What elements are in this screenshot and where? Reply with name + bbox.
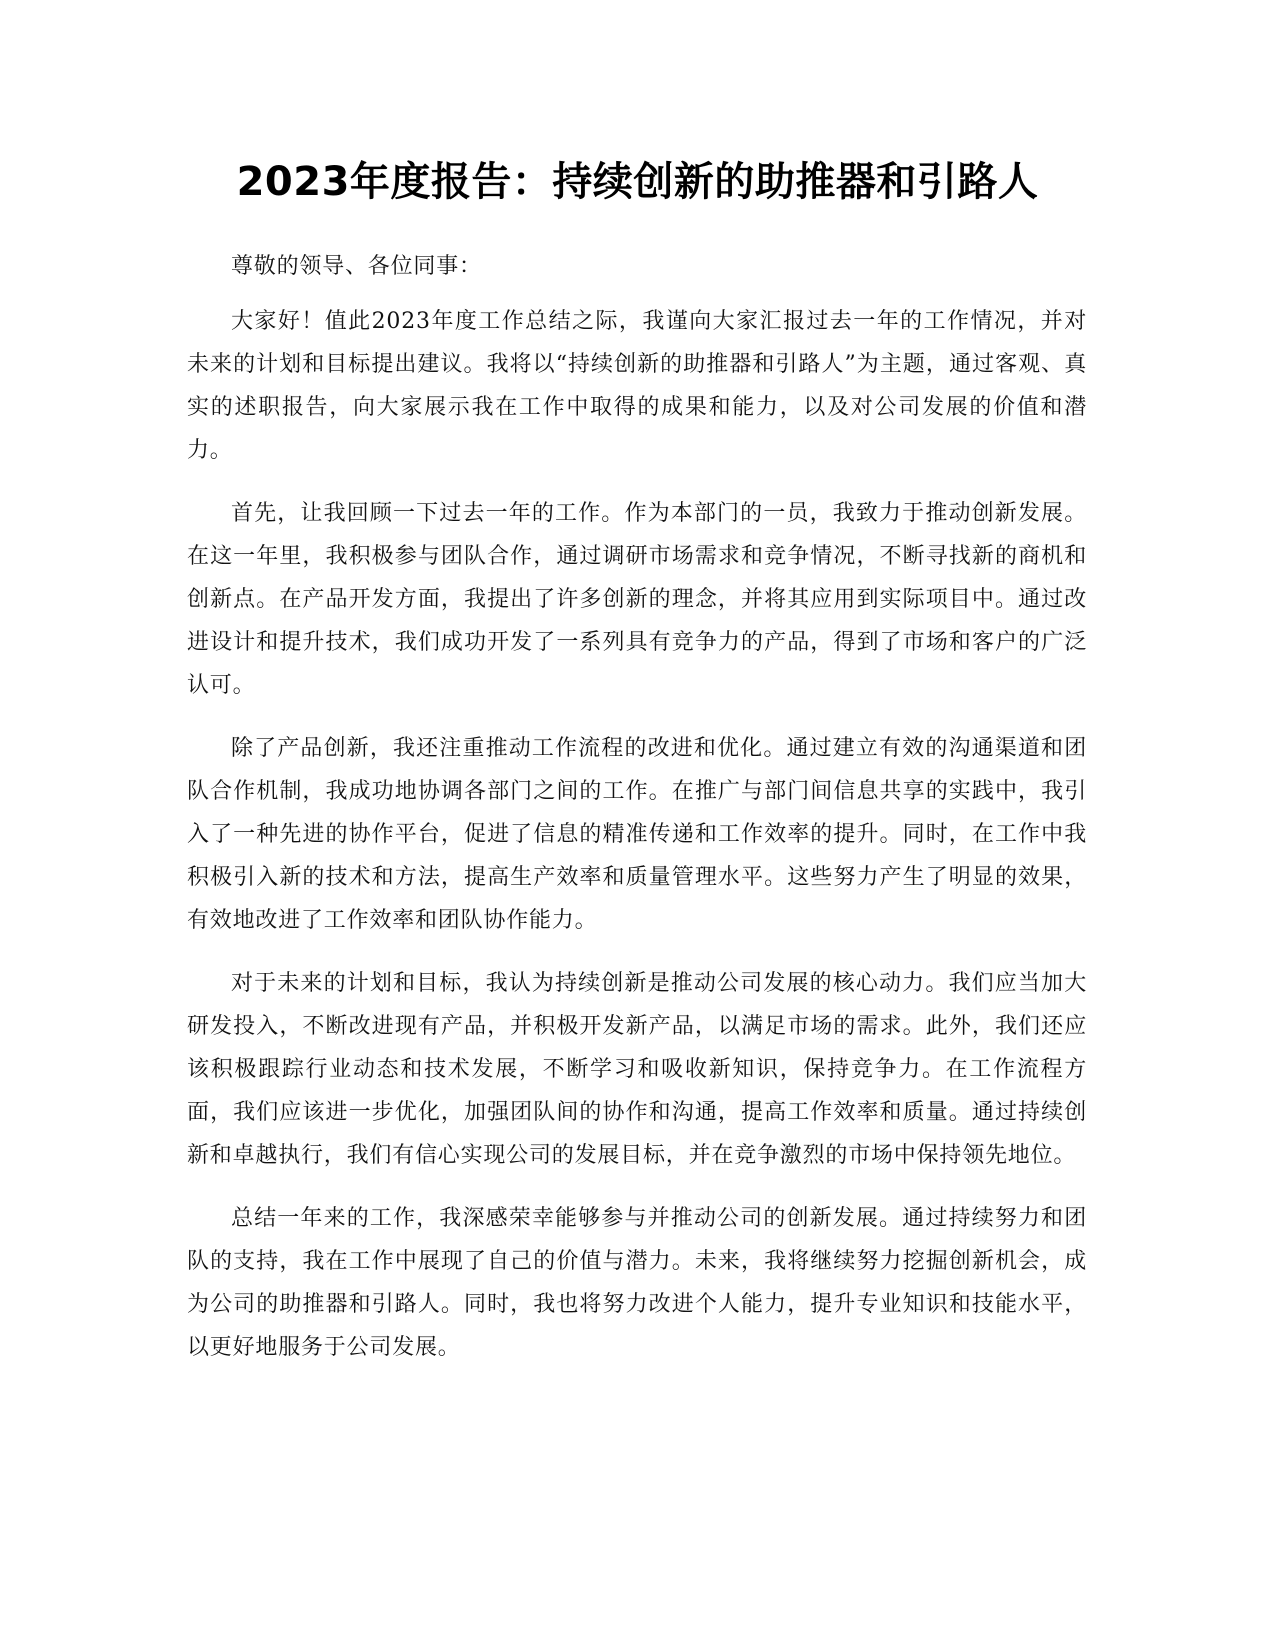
paragraph-process-improvement: 除了产品创新，我还注重推动工作流程的改进和优化。通过建立有效的沟通渠道和团队合作机制，我成功地协调各部门之间的工作。在推广与部门间信息共享的实践中，我引入了一种先进的协作平台，促进了信息的精准传递和工作效率的提升。同时，在工作中我积极引入新的技术和方法，提高生产效率和质量管理水平。这些努力产生了明显的效果，有效地改进了工作效率和团队协作能力。	[187, 736, 1087, 933]
paragraph-review: 首先，让我回顾一下过去一年的工作。作为本部门的一员，我致力于推动创新发展。在这一年里，我积极参与团队合作，通过调研市场需求和竞争情况，不断寻找新的商机和创新点。在产品开发方面，我提出了许多创新的理念，并将其应用到实际项目中。通过改进设计和提升技术，我们成功开发了一系列具有竞争力的产品，得到了市场和客户的广泛认可。	[187, 501, 1087, 698]
paragraph-summary: 总结一年来的工作，我深感荣幸能够参与并推动公司的创新发展。通过持续努力和团队的支持，我在工作中展现了自己的价值与潜力。未来，我将继续努力挖掘创新机会，成为公司的助推器和引路人。同时，我也将努力改进个人能力，提升专业知识和技能水平，以更好地服务于公司发展。	[187, 1206, 1087, 1360]
salutation: 尊敬的领导、各位同事：	[231, 254, 482, 279]
paragraph-future-plans: 对于未来的计划和目标，我认为持续创新是推动公司发展的核心动力。我们应当加大研发投入，不断改进现有产品，并积极开发新产品，以满足市场的需求。此外，我们还应该积极跟踪行业动态和技术发展，不断学习和吸收新知识，保持竞争力。在工作流程方面，我们应该进一步优化，加强团队间的协作和沟通，提高工作效率和质量。通过持续创新和卓越执行，我们有信心实现公司的发展目标，并在竞争激烈的市场中保持领先地位。	[187, 971, 1087, 1168]
document-title: 2023年度报告：持续创新的助推器和引路人	[236, 159, 1039, 205]
paragraph-greeting: 大家好！值此2023年度工作总结之际，我谨向大家汇报过去一年的工作情况，并对未来的计划和目标提出建议。我将以“持续创新的助推器和引路人”为主题，通过客观、真实的述职报告，向大家展示我在工作中取得的成果和能力，以及对公司发展的价值和潜力。	[187, 309, 1087, 463]
document-body	[187, 245, 1087, 1389]
